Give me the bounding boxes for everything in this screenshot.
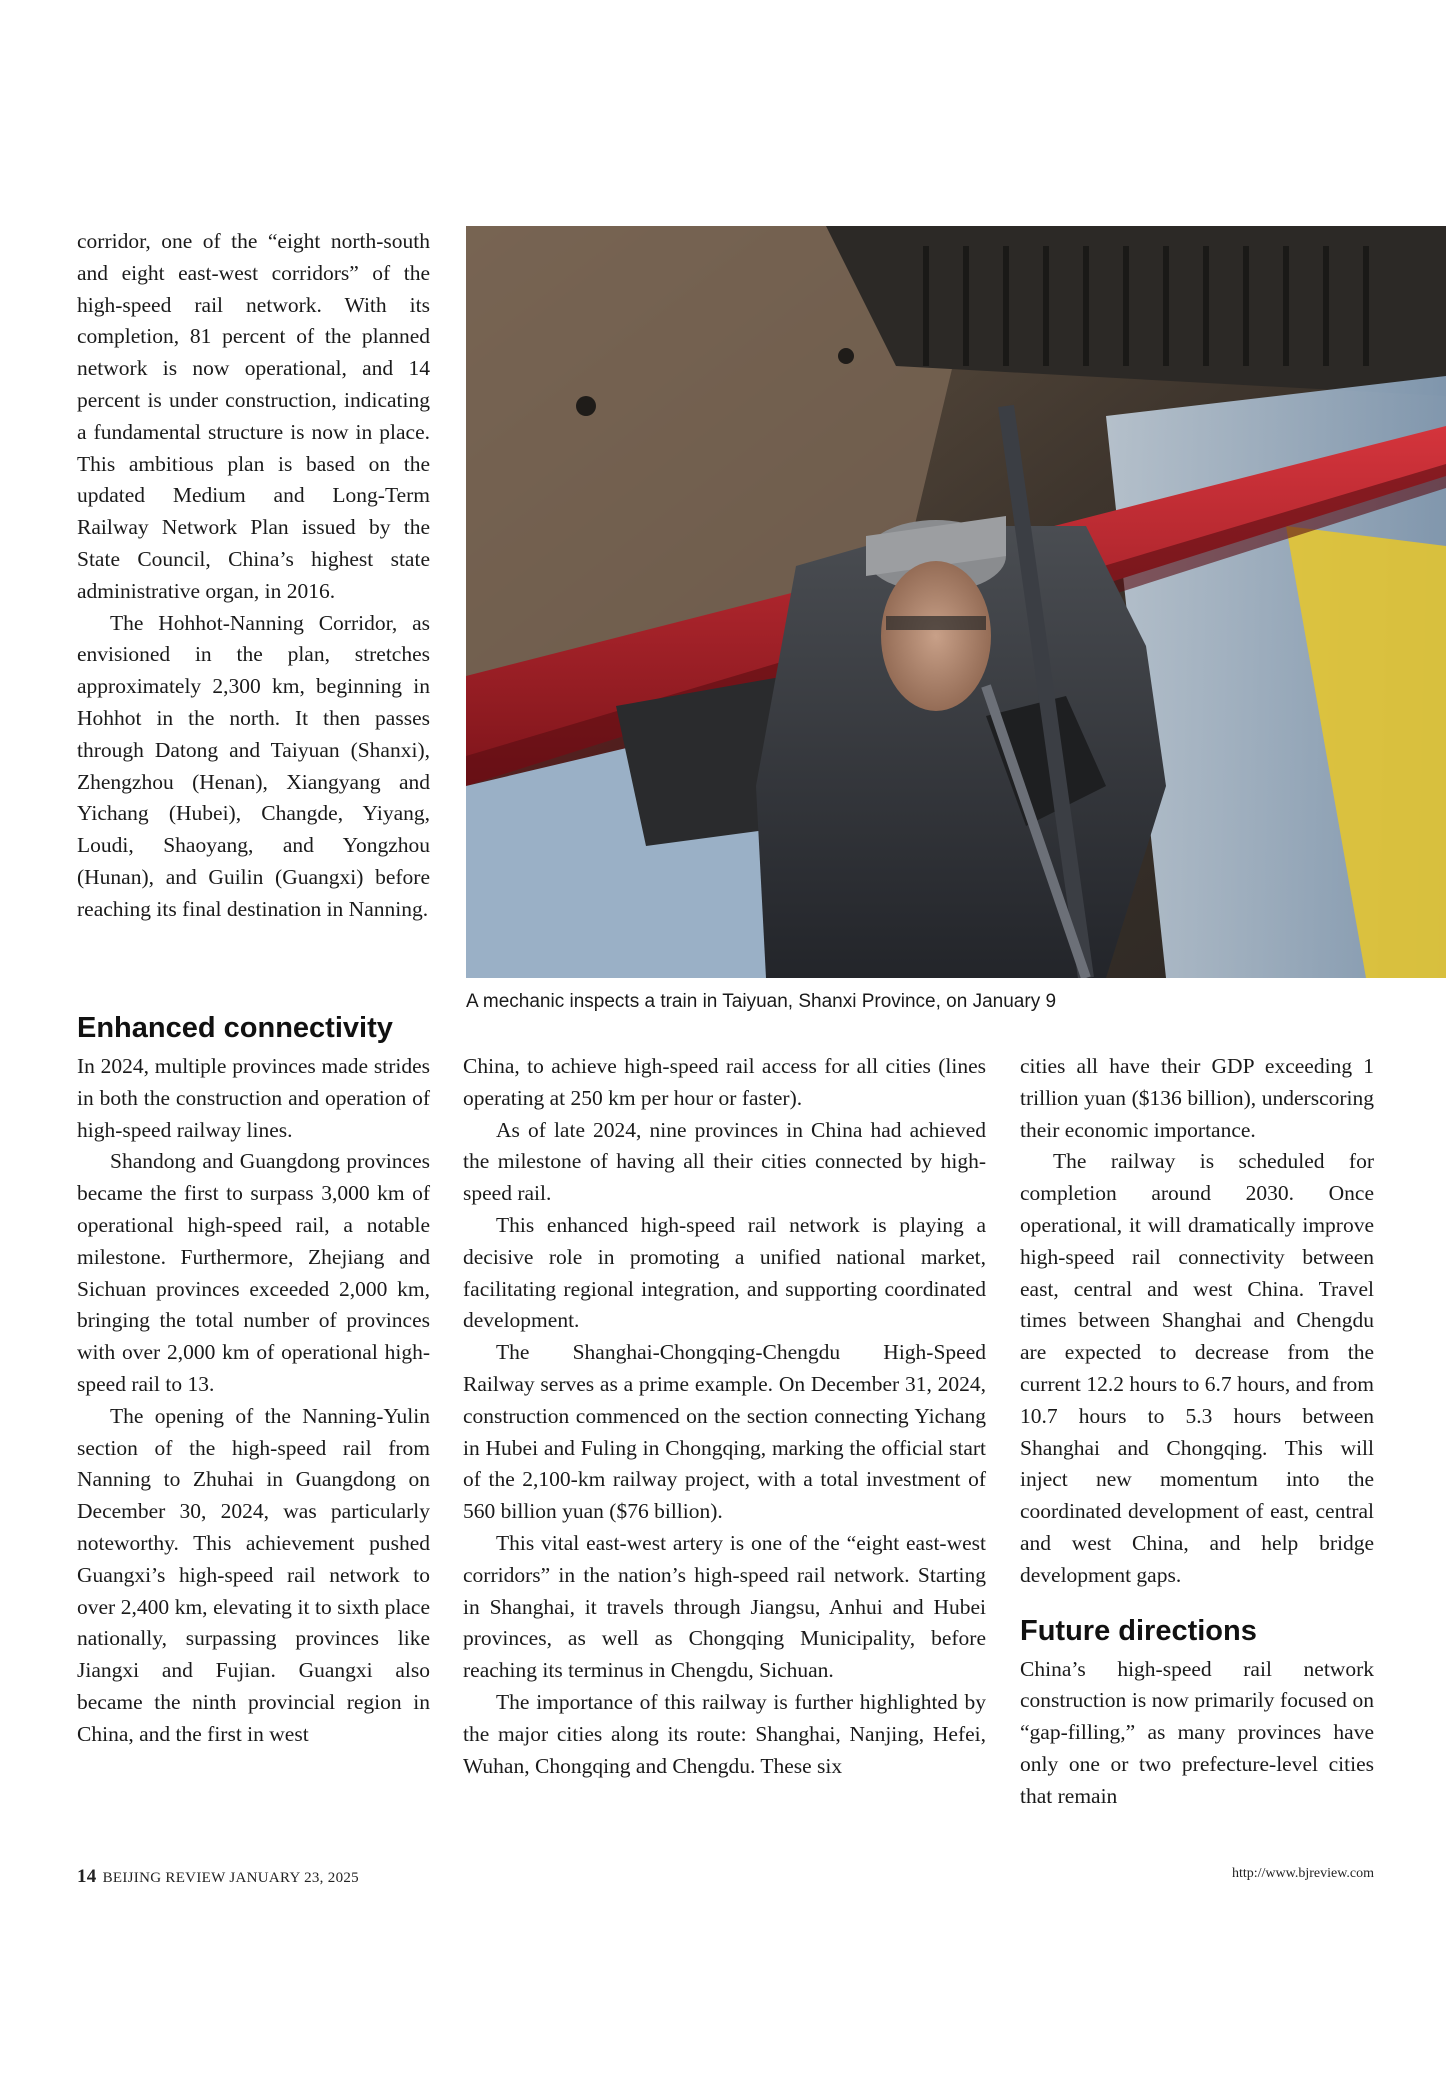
body-paragraph: The Hohhot-Nanning Corridor, as envisioned in the plan, stretches approximately 2,300 km, beginning in Hohhot in the north. It then passes through Datong and Taiyuan (Shanxi), Zhengzhou (Henan), Xiangyang and Yichang (Hubei), Changde, Yiyang, Loudi, Shaoyang, and Yongzhou (Hunan), and Guilin (Guangxi) before reaching its final destination in Nanning. <box>77 610 430 921</box>
section-heading-future-directions: Future directions <box>1020 1614 1257 1647</box>
body-paragraph: In 2024, multiple provinces made strides in both the construction and operation of high-speed railway lines. <box>77 1054 430 1142</box>
body-paragraph: The importance of this railway is further highlighted by the major cities along its route: Shanghai, Nanjing, Hefei, Wuhan, Chongqing and Chengdu. These six <box>463 1689 986 1778</box>
body-paragraph: This enhanced high-speed rail network is playing a decisive role in promoting a unified national market, facilitating regional integration, and supporting coordinated development. <box>463 1212 986 1333</box>
footer-url: http://www.bjreview.com <box>1231 1866 1374 1881</box>
body-paragraph: The opening of the Nanning-Yulin section of the high-speed rail from Nanning to Zhuhai in Guangdong on December 30, 2024, was particularly noteworthy. This achievement pushed Guangxi’s high-speed rail network to over 2,400 km, elevating it to sixth place nationally, surpassing provinces like Jiangxi and Fujian. Guangxi also became the ninth provincial region in China, and the first in west <box>77 1403 430 1746</box>
article-column-middle <box>463 1051 986 1782</box>
photo-caption: A mechanic inspects a train in Taiyuan, Shanxi Province, on January 9 <box>466 991 1057 1012</box>
page-number: 14 <box>77 1866 97 1887</box>
body-paragraph: Shandong and Guangdong provinces became the first to surpass 3,000 km of operational high-speed rail, a notable milestone. Furthermore, Zhejiang and Sichuan provinces exceeded 2,000 km, bringing the total number of provinces with over 2,000 km of operational high-speed rail to 13. <box>77 1149 430 1396</box>
body-paragraph: China’s high-speed rail network construction is now primarily focused on “gap-filling,” as many provinces have only one or two prefecture-level cities that remain <box>1020 1656 1374 1808</box>
article-column-right <box>1020 1051 1374 1813</box>
publication-line: BEIJING REVIEW JANUARY 23, 2025 <box>102 1870 359 1886</box>
body-paragraph: China, to achieve high-speed rail access for all cities (lines operating at 250 km per hour or faster). <box>463 1054 986 1110</box>
article-column-left-top <box>77 226 430 926</box>
body-paragraph: As of late 2024, nine provinces in China had achieved the milestone of having all their cities connected by high-speed rail. <box>463 1117 986 1206</box>
body-paragraph: cities all have their GDP exceeding 1 trillion yuan ($136 billion), underscoring their economic importance. <box>1020 1054 1374 1142</box>
section-heading-enhanced-connectivity: Enhanced connectivity <box>77 1012 393 1044</box>
article-photo <box>466 226 1446 978</box>
body-paragraph: corridor, one of the “eight north-south and eight east-west corridors” of the high-speed rail network. With its completion, 81 percent of the planned network is now operational, and 14 percent is under construction, indicating a fundamental structure is now in place. This ambitious plan is based on the updated Medium and Long-Term Railway Network Plan issued by the State Council, China’s highest state administrative organ, in 2016. <box>77 229 430 603</box>
body-paragraph: The Shanghai-Chongqing-Chengdu High-Speed Railway serves as a prime example. On December 31, 2024, construction commenced on the section connecting Yichang in Hubei and Fuling in Chongqing, marking the official start of the 2,100-km railway project, with a total investment of 560 billion yuan ($76 billion). <box>463 1340 986 1524</box>
body-paragraph: The railway is scheduled for completion around 2030. Once operational, it will dramatically improve high-speed rail connectivity between east, central and west China. Travel times between Shanghai and Chengdu are expected to decrease from the current 12.2 hours to 6.7 hours, and from 10.7 hours to 5.3 hours between Shanghai and Chongqing. This will inject new momentum into the coordinated development of east, central and west China, and help bridge development gaps. <box>1020 1149 1374 1587</box>
article-column-left-bottom <box>77 1051 430 1751</box>
body-paragraph: This vital east-west artery is one of the “eight east-west corridors” in the nation’s high-speed rail network. Starting in Shanghai, it travels through Jiangsu, Anhui and Hubei provinces, as well as Chongqing Municipality, before reaching its terminus in Chengdu, Sichuan. <box>463 1530 986 1683</box>
page-footer-left <box>77 1866 359 1888</box>
